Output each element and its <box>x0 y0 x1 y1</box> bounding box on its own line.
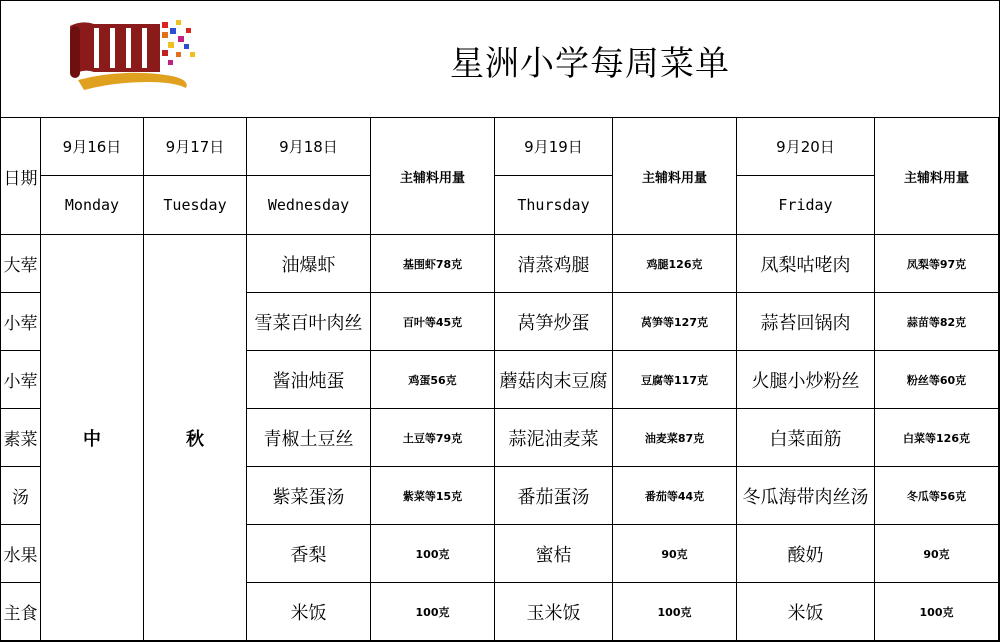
dish-wed: 酱油炖蛋 <box>247 351 371 409</box>
dish-wed: 米饭 <box>247 583 371 641</box>
amount-wed: 100克 <box>371 583 495 641</box>
amount-thu: 豆腐等117克 <box>613 351 737 409</box>
category-label: 汤 <box>1 467 41 525</box>
amount-wed: 基围虾78克 <box>371 235 495 293</box>
amount-header-fri: 主辅料用量 <box>875 118 999 235</box>
dish-thu: 莴笋炒蛋 <box>495 293 613 351</box>
category-label: 水果 <box>1 525 41 583</box>
amount-thu: 番茄等44克 <box>613 467 737 525</box>
category-label: 主食 <box>1 583 41 641</box>
page-title: 星洲小学每周菜单 <box>450 44 730 84</box>
dish-thu: 蒜泥油麦菜 <box>495 409 613 467</box>
weekday-tue: Tuesday <box>144 176 247 235</box>
dish-fri: 冬瓜海带肉丝汤 <box>737 467 875 525</box>
amount-thu: 莴笋等127克 <box>613 293 737 351</box>
holiday-tue: 秋 <box>144 235 247 641</box>
dish-thu: 蘑菇肉末豆腐 <box>495 351 613 409</box>
amount-thu: 90克 <box>613 525 737 583</box>
dish-thu: 清蒸鸡腿 <box>495 235 613 293</box>
weekday-row <box>1 176 999 235</box>
dish-wed: 紫菜蛋汤 <box>247 467 371 525</box>
category-label: 小荤 <box>1 351 41 409</box>
date-mon: 9月16日 <box>41 118 144 176</box>
amount-header-wed: 主辅料用量 <box>371 118 495 235</box>
dish-fri: 蒜苔回锅肉 <box>737 293 875 351</box>
amount-wed: 紫菜等15克 <box>371 467 495 525</box>
date-row <box>1 118 999 176</box>
amount-fri: 蒜苗等82克 <box>875 293 999 351</box>
dish-wed: 油爆虾 <box>247 235 371 293</box>
dish-thu: 番茄蛋汤 <box>495 467 613 525</box>
menu-row <box>1 235 999 293</box>
page-header <box>0 0 1000 117</box>
dish-thu: 蜜桔 <box>495 525 613 583</box>
amount-thu: 油麦菜87克 <box>613 409 737 467</box>
amount-thu: 100克 <box>613 583 737 641</box>
weekday-mon: Monday <box>41 176 144 235</box>
dish-wed: 雪菜百叶肉丝 <box>247 293 371 351</box>
dish-thu: 玉米饭 <box>495 583 613 641</box>
dish-fri: 白菜面筋 <box>737 409 875 467</box>
amount-fri: 白菜等126克 <box>875 409 999 467</box>
amount-fri: 冬瓜等56克 <box>875 467 999 525</box>
amount-wed: 鸡蛋56克 <box>371 351 495 409</box>
weekday-fri: Friday <box>737 176 875 235</box>
amount-fri: 凤梨等97克 <box>875 235 999 293</box>
dish-wed: 香梨 <box>247 525 371 583</box>
amount-wed: 百叶等45克 <box>371 293 495 351</box>
weekday-thu: Thursday <box>495 176 613 235</box>
amount-fri: 100克 <box>875 583 999 641</box>
menu-table <box>0 117 999 641</box>
dish-fri: 酸奶 <box>737 525 875 583</box>
category-label: 素菜 <box>1 409 41 467</box>
amount-wed: 100克 <box>371 525 495 583</box>
date-tue: 9月17日 <box>144 118 247 176</box>
holiday-mon: 中 <box>41 235 144 641</box>
amount-thu: 鸡腿126克 <box>613 235 737 293</box>
amount-fri: 90克 <box>875 525 999 583</box>
weekday-wed: Wednesday <box>247 176 371 235</box>
date-fri: 9月20日 <box>737 118 875 176</box>
amount-fri: 粉丝等60克 <box>875 351 999 409</box>
date-thu: 9月19日 <box>495 118 613 176</box>
category-label: 小荤 <box>1 293 41 351</box>
school-logo <box>64 18 199 94</box>
dish-fri: 火腿小炒粉丝 <box>737 351 875 409</box>
category-label: 大荤 <box>1 235 41 293</box>
dish-fri: 凤梨咕咾肉 <box>737 235 875 293</box>
dish-wed: 青椒土豆丝 <box>247 409 371 467</box>
dish-fri: 米饭 <box>737 583 875 641</box>
amount-wed: 土豆等79克 <box>371 409 495 467</box>
date-wed: 9月18日 <box>247 118 371 176</box>
date-label: 日期 <box>1 118 41 235</box>
amount-header-thu: 主辅料用量 <box>613 118 737 235</box>
